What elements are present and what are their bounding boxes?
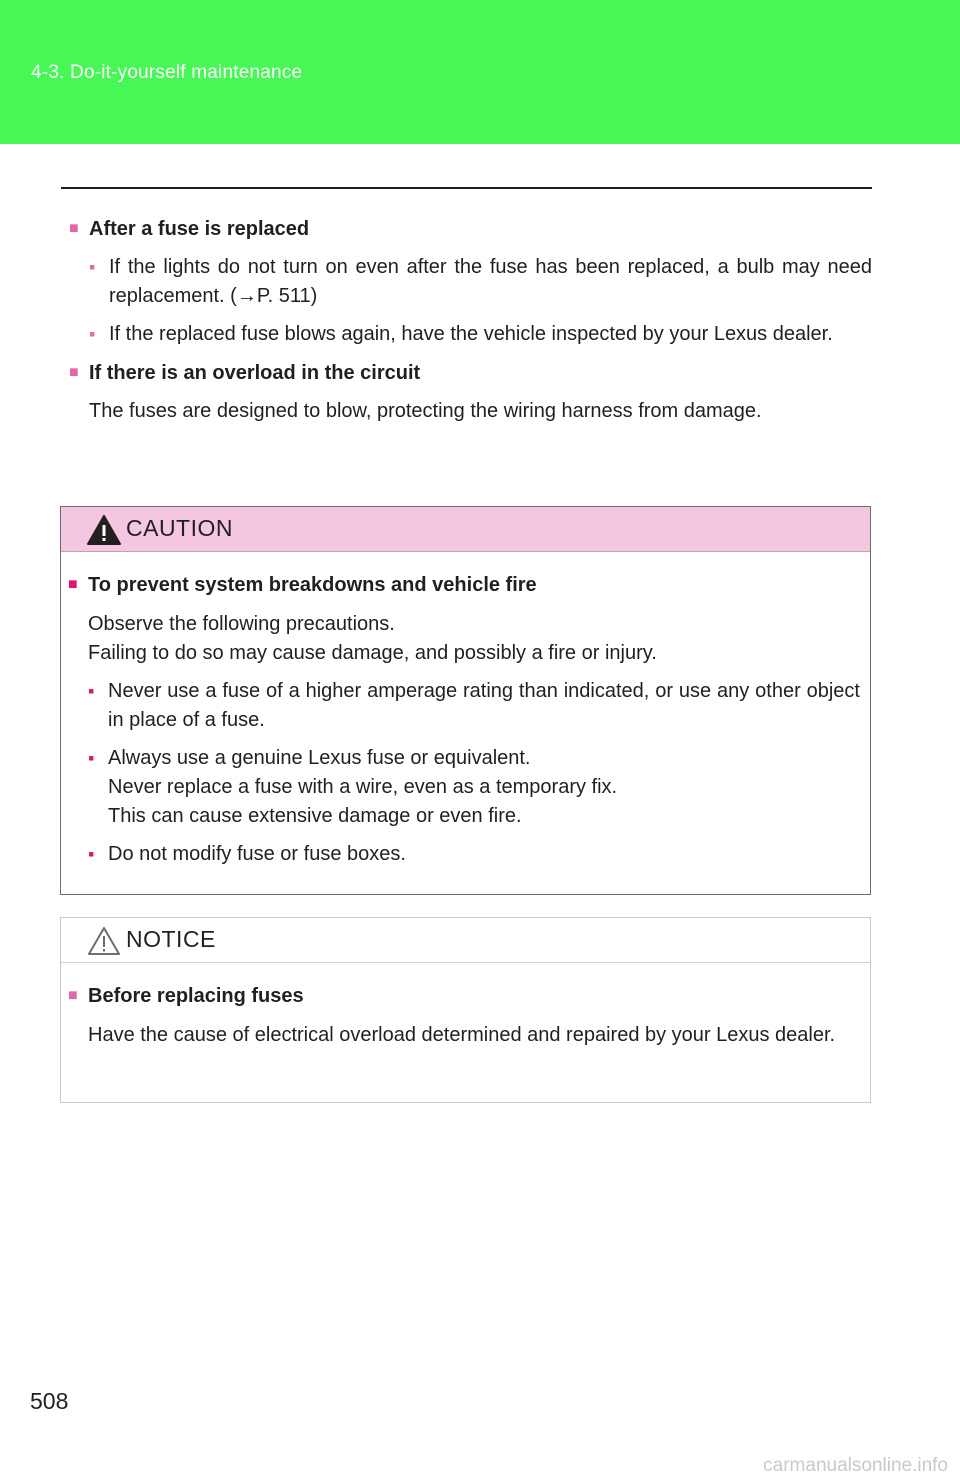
- list-item-text: Always use a genuine Lexus fuse or equivalent.: [108, 747, 531, 769]
- caution-intro-line: Failing to do so may cause damage, and possibly a fire or injury.: [88, 642, 657, 664]
- heading-text: After a fuse is replaced: [89, 218, 310, 240]
- list-item-text: This can cause extensive damage or even fire.: [108, 805, 522, 827]
- small-square-bullet-icon: ▪: [89, 257, 96, 277]
- caution-title: CAUTION: [126, 515, 233, 541]
- list-item: [61, 744, 870, 831]
- caution-box: [60, 506, 871, 895]
- heading-text: If there is an overload in the circuit: [89, 362, 421, 384]
- notice-title: NOTICE: [126, 926, 216, 952]
- list-item-text: Never replace a fuse with a wire, even as a temporary fix.: [108, 776, 618, 798]
- list-item: [61, 840, 870, 869]
- small-square-bullet-icon: ▪: [88, 681, 95, 701]
- list-item-text: If the lights do not turn on even after the fuse has been replaced, a bulb may need replacement. (→P. 511): [109, 256, 872, 307]
- square-bullet-icon: ■: [69, 220, 79, 237]
- list-item: [61, 320, 872, 349]
- caution-intro-line: Observe the following precautions.: [88, 613, 395, 635]
- notice-text: Have the cause of electrical overload determined and repaired by your Lexus dealer.: [88, 1024, 836, 1046]
- list-item-text: Do not modify fuse or fuse boxes.: [108, 843, 406, 865]
- square-bullet-icon: ■: [68, 576, 78, 593]
- caution-heading: [61, 570, 870, 600]
- square-bullet-icon: ■: [69, 364, 79, 381]
- caution-body: [61, 552, 870, 869]
- notice-header: [61, 918, 870, 963]
- main-content: [61, 214, 872, 426]
- small-square-bullet-icon: ▪: [88, 748, 95, 768]
- list-item-text: Never use a fuse of a higher amperage rating than indicated, or use any other object in place of a fuse.: [108, 680, 860, 731]
- list-item: [61, 253, 872, 311]
- notice-box: [60, 917, 871, 1103]
- paragraph: The fuses are designed to blow, protecting the wiring harness from damage.: [89, 400, 762, 422]
- warning-triangle-filled-icon: [86, 514, 122, 546]
- heading-overload: [61, 358, 872, 388]
- watermark: carmanualsonline.info: [763, 1455, 948, 1476]
- page-number: 508: [30, 1388, 69, 1414]
- list-item-text: If the replaced fuse blows again, have the vehicle inspected by your Lexus dealer.: [109, 323, 833, 345]
- heading-after-fuse-replaced: [61, 214, 872, 244]
- heading-text: Before replacing fuses: [88, 985, 304, 1007]
- small-square-bullet-icon: ▪: [88, 844, 95, 864]
- heading-text: To prevent system breakdowns and vehicle fire: [88, 574, 537, 596]
- square-bullet-icon: ■: [68, 987, 78, 1004]
- notice-body: [61, 963, 870, 1050]
- divider-rule: [61, 187, 872, 189]
- caution-header: [61, 507, 870, 552]
- small-square-bullet-icon: ▪: [89, 324, 96, 344]
- warning-triangle-outline-icon: [86, 925, 122, 957]
- section-title: 4-3. Do-it-yourself maintenance: [31, 62, 303, 83]
- section-header-band: [0, 0, 960, 144]
- notice-heading: [61, 981, 870, 1011]
- list-item: [61, 677, 870, 735]
